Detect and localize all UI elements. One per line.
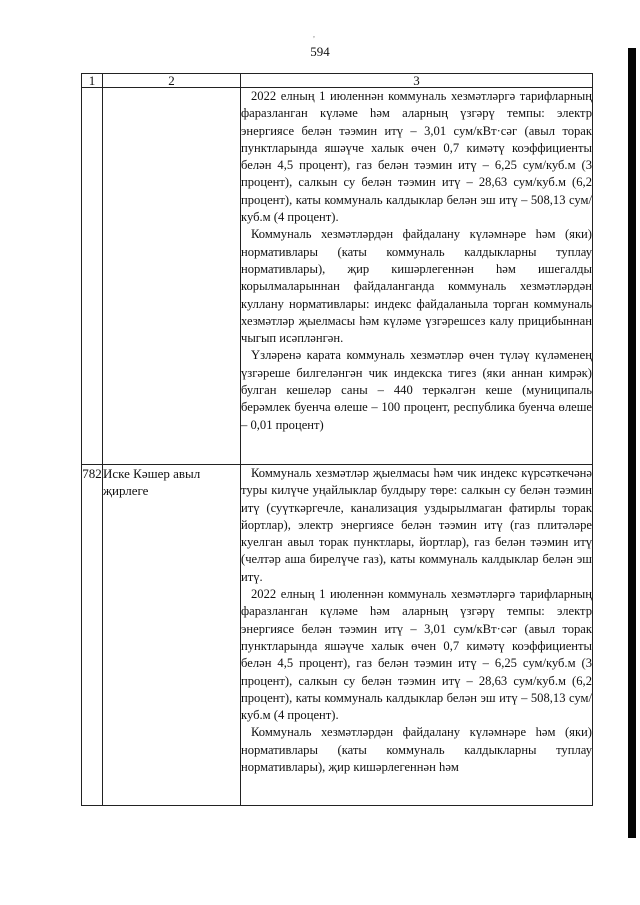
column-header-1: 1: [82, 74, 103, 88]
settlement-name: Иске Кәшер авыл җирлеге: [103, 465, 241, 806]
column-header-2: 2: [103, 74, 241, 88]
paragraph: Үзләренә карата коммуналь хезмәтләр өчен түләү күләменең үзгәреше билгеләнгән чик индекска тигез (яки аннан кимрәк) булган кешеләр саны – 440 теркәлгән кеше (муниципаль берәмлек буенча өлеше – 100 процент, республика буенча өлеше – 0,01 процент): [241, 348, 592, 432]
paragraph: Коммуналь хезмәтләр җыелмасы һәм чик индекс күрсәткечәнә туры килүче уңайлыклар булдыру төре: салкын су белән тәэмин итү (суүткәргечле, канализация уздырылмаган фатирлы торак йортлар), электр энергиясе белән тәэмин итү (газ плитәләре куелган авыл торак пунктлары, йортлар), газ белән тәэмин итү (челтәр аша бирелүче газ), каты коммуналь калдыклар белән эш итү.: [241, 466, 592, 584]
row-number: [82, 88, 103, 465]
table-row: [82, 88, 593, 465]
document-table: [81, 73, 593, 806]
description-cell: [241, 88, 593, 465]
paragraph: Коммуналь хезмәтләрдән файдалану күләмнәре һәм (яки) нормативлары (каты коммуналь калдыкларны туплау нормативлары), җир кишәрлегеннән һәм: [241, 725, 592, 775]
scan-edge-bar: [628, 48, 636, 838]
paragraph: 2022 елның 1 июленнән коммуналь хезмәтләргә тарифларның фаразланган күләме һәм аларның үзгәрү темпы: электр энергиясе белән тәэмин итү – 3,01 сум/кВт·сәг (авыл торак пунктларында яшәүче халык өчен 0,7 кимәтү коэффициенты белән 4,5 процент), газ белән тәэмин итү – 6,25 сум/куб.м (3 процент), салкын су белән тәэмин итү – 28,63 сум/куб.м (6,2 процент), каты коммуналь калдыклар белән эш итү – 508,13 сум/куб.м (4 процент).: [241, 587, 592, 723]
paragraph: Коммуналь хезмәтләрдән файдалану күләмнәре һәм (яки) нормативлары (каты коммуналь калдыкларны туплау нормативлары), җир кишәрлегеннән һәм ишегалды корылмаларыннан файдаланганда коммуналь хезмәтләрдән куллану нормативлары: индекс файдаланыла торган коммуналь хезмәтләр җыелмасы һәм күләме үзгәрешсез калу прицибыннан чыгып исәпләнгән.: [241, 227, 592, 346]
row-number: 782: [82, 465, 103, 806]
page-number: 594: [310, 44, 330, 59]
paragraph: 2022 елның 1 июленнән коммуналь хезмәтләргә тарифларның фаразланган күләме һәм аларның үзгәрү темпы: электр энергиясе белән тәэмин итү – 3,01 сум/кВт·сәг (авыл торак пунктларында яшәүче халык өчен 0,7 кимәтү коэффициенты белән 4,5 процент), газ белән тәэмин итү – 6,25 сум/куб.м (3 процент), салкын су белән тәэмин итү – 28,63 сум/куб.м (6,2 процент), каты коммуналь калдыклар белән эш итү – 508,13 сум/куб.м (4 процент).: [241, 89, 592, 225]
table-row: [82, 465, 593, 806]
column-header-3: 3: [241, 74, 593, 88]
description-cell: [241, 465, 593, 806]
scan-mark: ,: [313, 30, 315, 39]
table-header-row: [82, 74, 593, 88]
settlement-name: [103, 88, 241, 465]
